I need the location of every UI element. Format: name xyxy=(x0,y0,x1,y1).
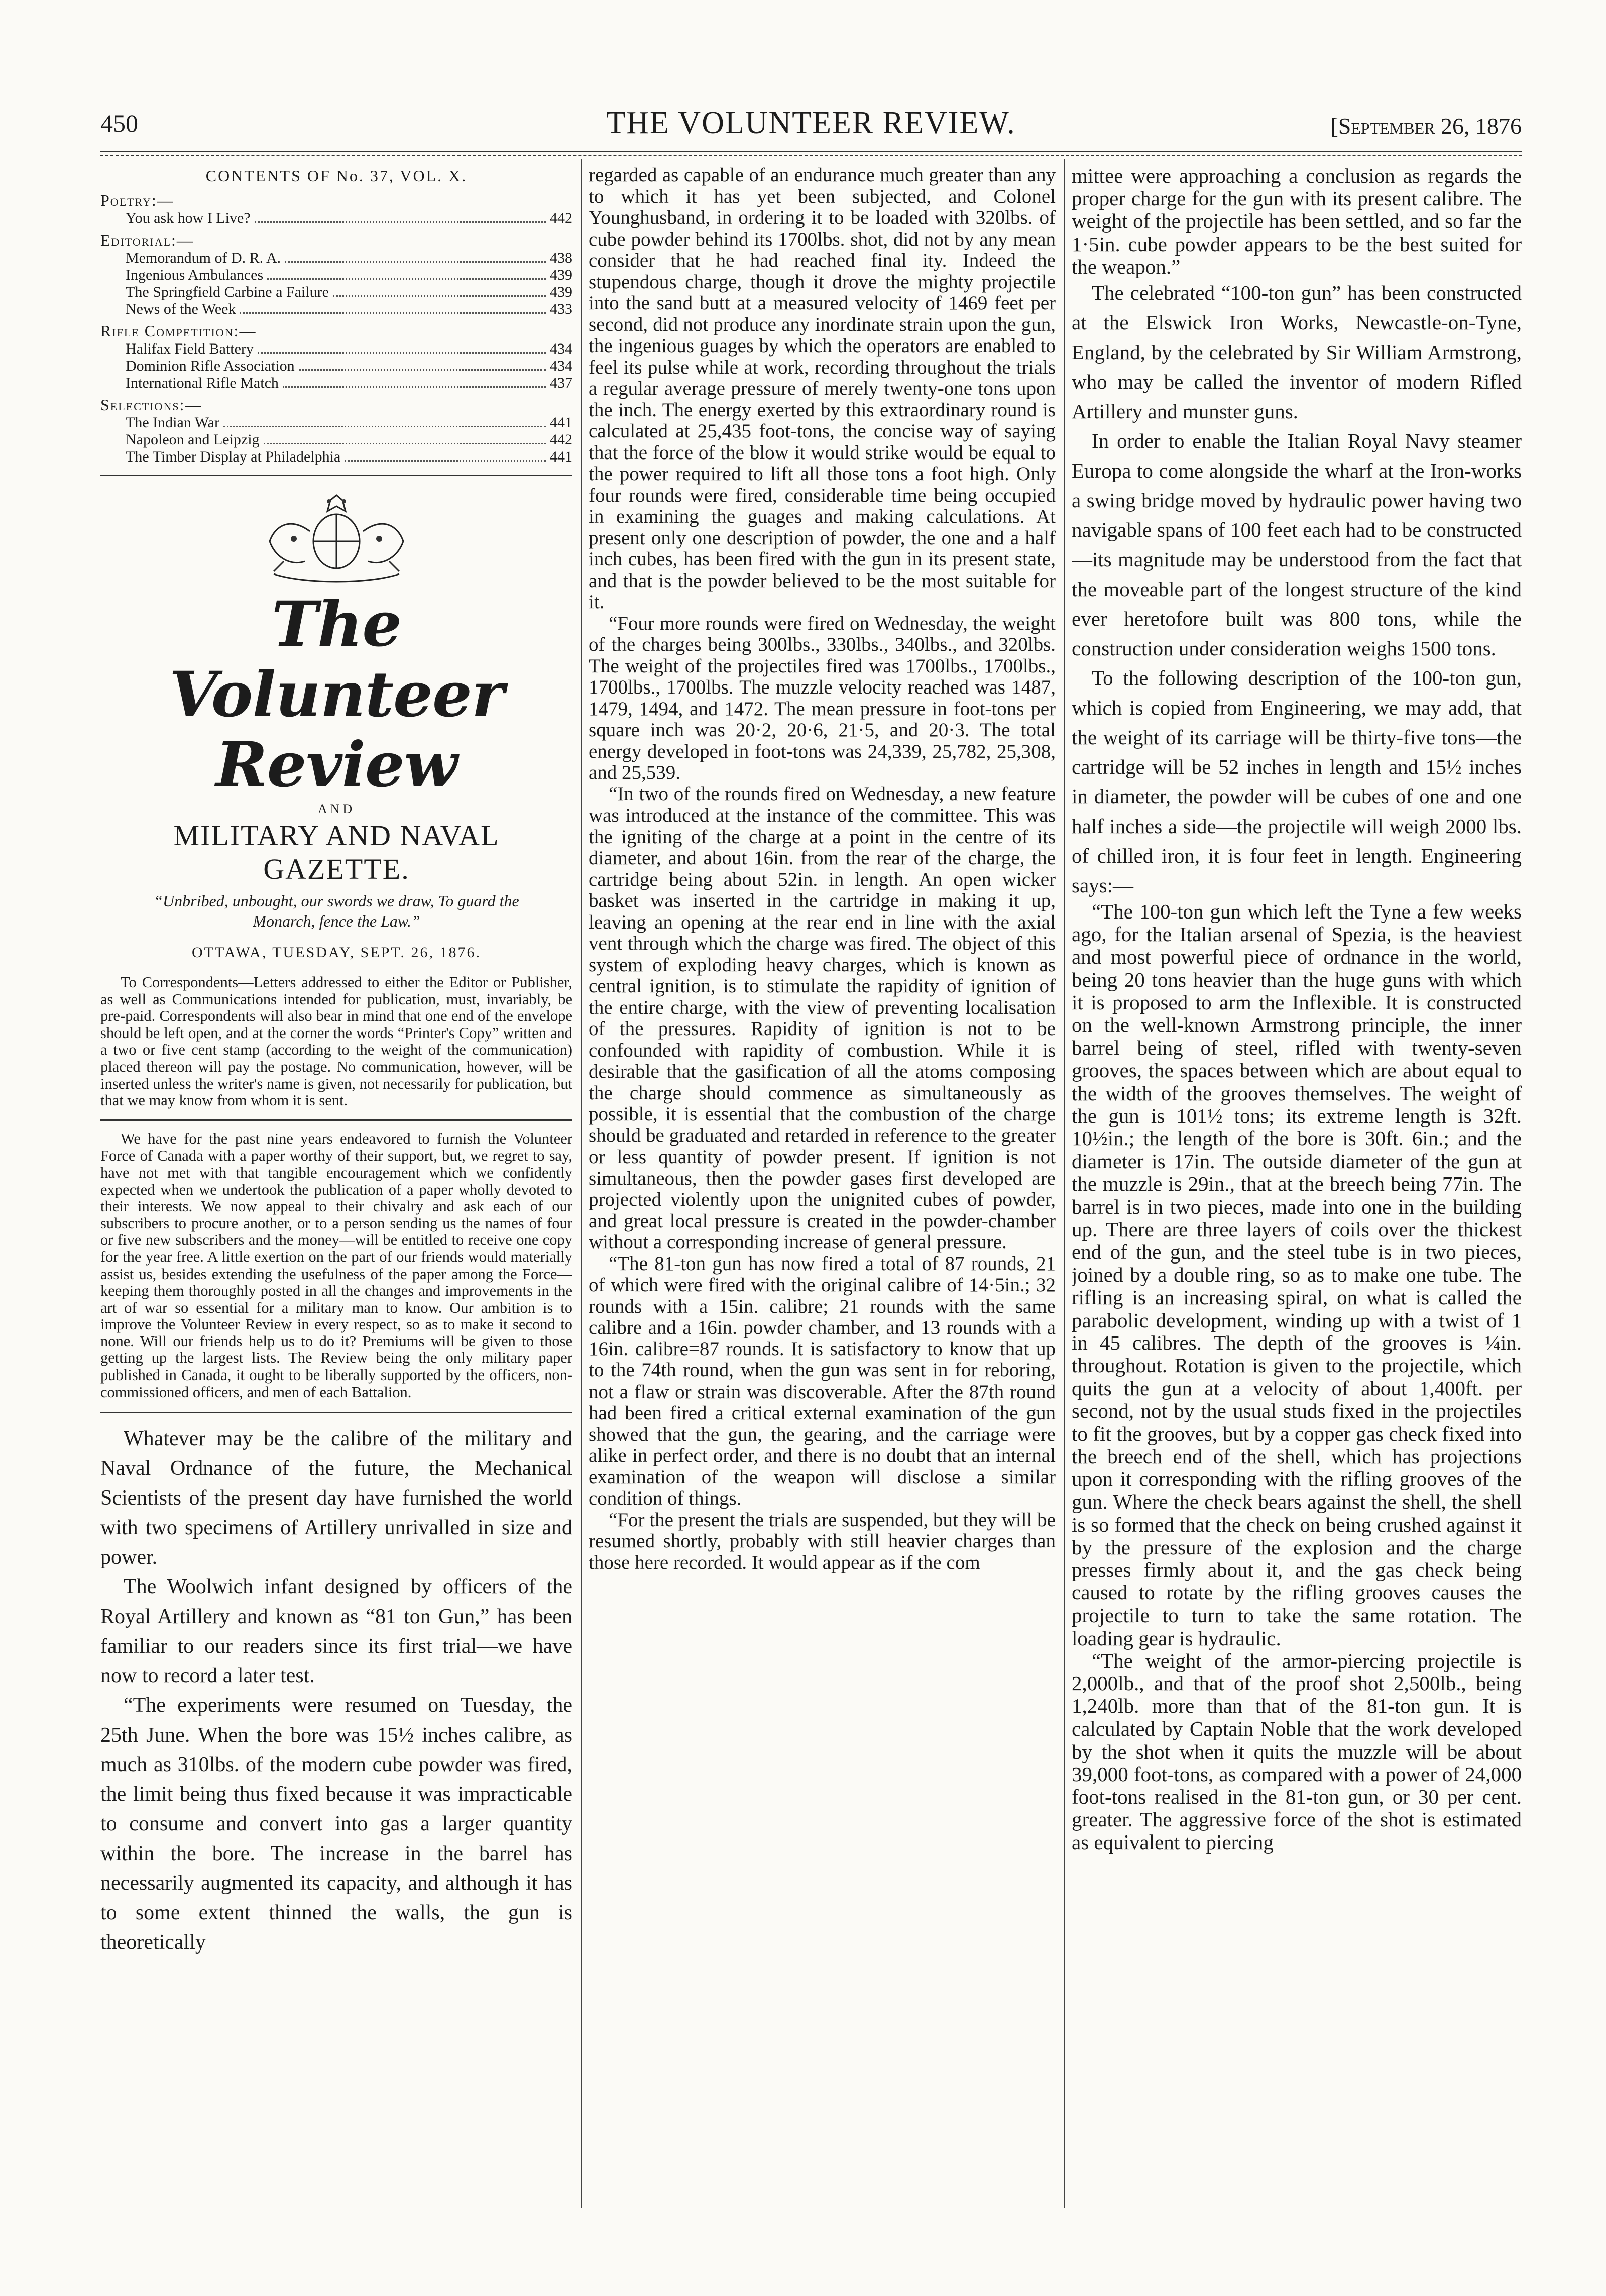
masthead-and: AND xyxy=(317,801,356,816)
contents-entry-page: 442 xyxy=(550,431,572,448)
editorial-paragraph: The Woolwich infant designed by officers of the Royal Artillery and known as “81 ton Gun,” has been familiar to our readers since its first trial—we have now to record a later test. xyxy=(100,1575,572,1688)
contents-entry-title: News of the Week xyxy=(126,301,236,317)
running-date: [September 26, 1876 xyxy=(1330,113,1522,139)
contents-entry-title: Halifax Field Battery xyxy=(126,340,254,357)
article-paragraph: In order to enable the Italian Royal Navy steamer Europa to come alongside the wharf at the Iron-works a swing bridge moved by hydraulic power having two navigable spans of 100 feet each had to be constructed—its magnitude may be understood from the fact that the moveable part of the longest structure of the kind ever heretofore built was 800 tons, while the construction under consideration weighs 1500 tons. xyxy=(1072,429,1522,660)
running-title: THE VOLUNTEER REVIEW. xyxy=(606,106,1016,140)
contents-entry xyxy=(100,340,572,358)
contents-leader-dots xyxy=(345,448,546,462)
contents-entry-page: 434 xyxy=(550,340,572,357)
running-header xyxy=(100,98,1522,154)
column-divider-right xyxy=(1064,159,1065,2208)
contents-leader-dots xyxy=(240,301,546,314)
article-paragraph: “For the present the trials are suspended, but they will be resumed shortly, probably with still heavier charges than those here recorded. It would appear as if the com xyxy=(589,1509,1056,1573)
contents-leader-dots xyxy=(285,250,546,263)
contents-entry-title: You ask how I Live? xyxy=(126,210,251,226)
contents-title: CONTENTS OF No. 37, VOL. X. xyxy=(205,167,468,185)
contents-section-heading: Rifle Competition:— xyxy=(100,322,257,340)
contents-entry xyxy=(100,414,572,431)
contents-leader-dots xyxy=(267,267,546,280)
column-three xyxy=(1072,165,1522,2204)
contents-leader-dots xyxy=(333,284,546,297)
article-paragraph: To the following description of the 100-ton gun, which is copied from Engineering, we may add, that the weight of its carriage will be thirty-five tons—the cartridge will be 52 inches in length and 15½ inches in diameter, the powder will be cubes of one and one half inches a side—the projectile will weigh 2000 lbs. of chilled iron, it is four feet in length. Engineering says:— xyxy=(1072,666,1522,897)
masthead-subtitle: MILITARY AND NAVAL GAZETTE. xyxy=(173,819,500,885)
article-paragraph: “The 100-ton gun which left the Tyne a few weeks ago, for the Italian arsenal of Spezia, is the heaviest and most powerful piece of ordnance in the world, being 20 tons heavier than the huge guns with which it is proposed to arm the Inflexible. It is constructed on the well-known Armstrong principle, the inner barrel being of steel, rifled with twenty-seven grooves, the spaces between which are about equal to the width of the grooves themselves. The weight of the gun is 101½ tons; its extreme length is 32ft. 10½in.; the length of the bore is 30ft. 6in.; and the diameter is 17in. The outside diameter of the gun at the muzzle is 29in., that at the breech being 77in. The barrel is in two pieces, made into one in the building up. There are three layers of coils over the thickest end of the gun, and the steel tube is in two pieces, joined by a double ring, so as to make one tube. The rifling is an increasing spiral, on what is called the parabolic development, winding up with a twist of 1 in 45 calibres. The depth of the grooves is ¼in. throughout. Rotation is given to the projectile, which quits the gun at a velocity of about 1,400ft. per second, not by the usual studs fixed in the projectiles to fit the grooves, but by a copper gas check fixed into the breech end of the shell, which has projections upon it corresponding with the rifling grooves of the gun. Where the check bears against the shell, the shell is so formed that the check on being crushed against it by the pressure of the explosion and the charge presses firmly about it, and the gas check being caused to rotate by the rifling grooves causes the projectile to turn to take the same rotation. The loading gear is hydraulic. xyxy=(1072,900,1522,1650)
article-paragraph: regarded as capable of an endurance much greater than any to which it has yet been subjected, and Colonel Younghusband, in ordering it to be loaded with 320lbs. of cube powder behind its 1700lbs. shot, did not by any mean consider that he had reached final ity. Indeed the stupendous charge, though it drove the mighty projectile into the sand butt at a measured velocity of 1469 feet per second, did not produce any inordinate strain upon the gun, the ingenious guages by which the operators are enabled to feel its pulse while at work, recording throughout the trials a regular average pressure of merely twenty-one tons upon the inch. The energy exerted by this extraordinary round is calculated at 25,435 foot-tons, the concise way of saying that the force of the blow it would strike would be equal to the power required to lift all those tons a foot high. Only four rounds were fired, considerable time being occupied in examining the guages and making calculations. At present only one description of powder, the one and a half inch cubes, has been fired with the gun in its present state, and that is the powder believed to be the most suitable for it. xyxy=(589,165,1056,613)
contents-entry-page: 439 xyxy=(550,284,572,300)
contents-entry-page: 438 xyxy=(550,250,572,266)
contents-leader-dots xyxy=(223,414,546,427)
contents-leader-dots xyxy=(299,358,546,371)
contents-entry xyxy=(100,267,572,284)
contents-entry-page: 442 xyxy=(550,210,572,226)
contents-leader-dots xyxy=(258,340,546,354)
contents-section-heading: Poetry:— xyxy=(100,191,174,209)
contents-entry xyxy=(100,301,572,318)
contents-entry-page: 437 xyxy=(550,375,572,391)
contents-entry-title: Napoleon and Leipzig xyxy=(126,431,260,448)
article-paragraph: The celebrated “100-ton gun” has been constructed at the Elswick Iron Works, Newcastle-on-Tyne, England, by the celebrated by Sir William Armstrong, who may be called the inventor of modern Rifled Artillery and munster guns. xyxy=(1072,281,1522,423)
contents-entry xyxy=(100,448,572,466)
contents-entry-page: 433 xyxy=(550,301,572,317)
header-rule-secondary xyxy=(100,155,1522,156)
contents-entry xyxy=(100,250,572,267)
notice-rule xyxy=(100,1119,572,1121)
article-paragraph: “The 81-ton gun has now fired a total of 87 rounds, 21 of which were fired with the original calibre of 14·5in.; 32 rounds with a 15in. calibre; 21 rounds with the same calibre and a 16in. powder chamber, and 13 rounds with a 16in. calibre=87 rounds. It is satisfactory to know that up to the 74th round, when the gun was sent in for reboring, not a flaw or strain was discoverable. After the 87th round had been fired a critical external examination of the gun showed that the gun, the gearing, and the carriage were alike in perfect order, and there is no doubt that an internal examination of the weapon will disclose a similar condition of things. xyxy=(589,1252,1056,1509)
contents-entry-page: 439 xyxy=(550,267,572,283)
header-rule xyxy=(100,151,1522,152)
contents-rule xyxy=(100,475,572,476)
contents-entry xyxy=(100,358,572,375)
contents-leader-dots xyxy=(255,210,546,223)
masthead-motto: “Unbribed, unbought, our swords we draw, To guard the Monarch, fence the Law.” xyxy=(154,892,519,930)
column-divider-left xyxy=(581,159,582,2208)
correspondents-notice: To Correspondents—Letters addressed to either the Editor or Publisher, as well as Communications intended for publication, must, invariably, be pre-paid. Correspondents will also bear in mind that one end of the envelope should be left open, and at the corner the words “Printer's Copy” written and a two or five cent stamp (according to the weight of the communication) placed thereon will pay the postage. No communication, however, will be inserted unless the writer's name is given, not necessarily for publication, but that we may know from whom it is sent. xyxy=(100,974,572,1109)
contents-entry-title: The Timber Display at Philadelphia xyxy=(126,448,341,465)
contents-entry-title: The Indian War xyxy=(126,414,219,431)
dateline: OTTAWA, TUESDAY, SEPT. 26, 1876. xyxy=(192,944,481,961)
contents-entry-title: International Rifle Match xyxy=(126,375,279,391)
column-two xyxy=(589,165,1056,2204)
table-of-contents xyxy=(100,191,572,466)
contents-entry-page: 441 xyxy=(550,414,572,431)
contents-section-heading: Selections:— xyxy=(100,396,202,414)
contents-leader-dots xyxy=(283,375,546,388)
contents-entry-title: Memorandum of D. R. A. xyxy=(126,250,281,266)
contents-entry xyxy=(100,284,572,301)
contents-entry-title: Ingenious Ambulances xyxy=(126,267,264,283)
article-paragraph: “Four more rounds were fired on Wednesday, the weight of the charges being 300lbs., 330lbs., 340lbs., and 320lbs. The weight of the projectiles fired was 1700lbs., 1700lbs., 1700lbs., 1700lbs. The muzzle velocity reached was 1487, 1479, 1494, and 1472. The mean pressure in foot-tons per square inch was 20·2, 20·6, 21·5, and 20·3. The total energy developed in foot-tons was 24,339, 25,782, 25,308, and 25,539. xyxy=(589,612,1056,783)
page-number: 450 xyxy=(100,109,138,137)
article-paragraph: “The weight of the armor-piercing projectile is 2,000lb., and that of the proof shot 2,500lb., being 1,240lb. more than that of the 81-ton gun. It is calculated by Captain Noble that the work developed by the shot when it quits the muzzle will be about 39,000 foot-tons, as compared with a power of 24,000 foot-tons realised in the 81-ton gun, or 30 per cent. greater. The aggressive force of the shot is estimated as equivalent to piercing xyxy=(1072,1649,1522,1854)
contents-entry-page: 434 xyxy=(550,358,572,374)
masthead-title: The Volunteer Review xyxy=(169,588,504,801)
contents-section-heading: Editorial:— xyxy=(100,231,194,249)
article-paragraph: mittee were approaching a conclusion as regards the proper charge for the gun with its present calibre. The weight of the projectile has been settled, and so far the 1·5in. cube powder appears to be the best suited for the weapon.” xyxy=(1072,165,1522,278)
contents-entry-title: The Springfield Carbine a Failure xyxy=(126,284,329,300)
contents-entry-page: 441 xyxy=(550,448,572,465)
contents-leader-dots xyxy=(264,431,546,444)
royal-crest-icon xyxy=(254,486,419,587)
contents-entry xyxy=(100,210,572,227)
column-one xyxy=(100,165,572,2204)
editorial-rule xyxy=(100,1412,572,1413)
contents-entry-title: Dominion Rifle Association xyxy=(126,358,295,374)
contents-entry xyxy=(100,431,572,448)
editorial-paragraph: Whatever may be the calibre of the military and Naval Ordnance of the future, the Mechanical Scientists of the present day have furnished the world with two specimens of Artillery unrivalled in size and power. xyxy=(100,1427,572,1569)
subscriber-appeal: We have for the past nine years endeavored to furnish the Volunteer Force of Canada with a paper worthy of their support, but, we regret to say, have not met with that tangible encouragement which we confidently expected when we undertook the publication of a paper wholly devoted to their interests. We now appeal to their chivalry and ask each of our subscribers to procure another, or to a person sending us the names of four or five new subscribers and the money—will be entitled to receive one copy for the year free. A little exertion on the part of our friends would materially assist us, besides extending the usefulness of the paper among the Force—keeping them thoroughly posted in all the changes and improvements in the art of war so essential for a military man to know. Our ambition is to improve the Volunteer Review in every respect, so as to make it second to none. Will our friends help us to do it? Premiums will be given to those getting up the largest lists. The Review being the only military paper published in Canada, it ought to be liberally supported by the officers, non-commissioned officers, and men of each Battalion. xyxy=(100,1130,572,1401)
editorial-paragraph: “The experiments were resumed on Tuesday, the 25th June. When the bore was 15½ inches calibre, as much as 310lbs. of the modern cube powder was fired, the limit being thus fixed because it was impracticable to consume and convert into gas a larger quantity within the bore. The increase in the barrel has necessarily augmented its capacity, and although it has to some extent thinned the walls, the gun is theoretically xyxy=(100,1694,572,1955)
contents-entry xyxy=(100,375,572,392)
article-paragraph: “In two of the rounds fired on Wednesday, a new feature was introduced at the instance of the committee. This was the igniting of the charge at a point in the centre of its diameter, and about 16in. from the rear of the charge, the cartridge being about 52in. in length. An open wicker basket was inserted in the cartridge in making it up, leaving an opening at the rear end in line with the axial vent through which the charge was fired. The object of this system of exploding heavy charges, which is known as central ignition, is to stimulate the rapidity of ignition of the entire charge, with the view of preventing localisation of the pressures. Rapidity of ignition is not to be confounded with rapidity of combustion. While it is desirable that the gasification of all the atoms composing the charge should commence as simultaneously as possible, it is essential that the combustion of the charge should be graduated and retarded in reference to the greater or less quantity of powder present. If ignition is not simultaneous, then the powder gases first developed are projected violently upon the unignited cubes of powder, and great local pressure is created in the powder-chamber without a corresponding increase of general pressure. xyxy=(589,783,1056,1253)
